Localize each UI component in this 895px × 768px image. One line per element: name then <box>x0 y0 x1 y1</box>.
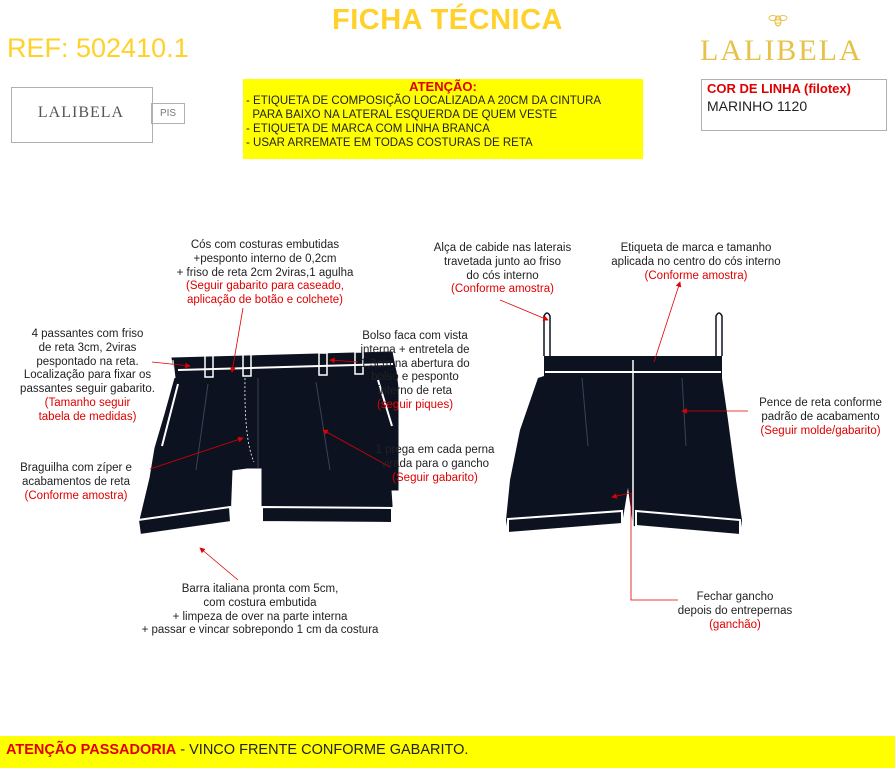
note-line: + friso de reta 2cm 2viras,1 agulha <box>176 266 354 279</box>
note-red-line: (Seguir gabarito) <box>392 471 478 484</box>
note-line: Bolso faca com vista <box>362 330 468 342</box>
note-line: depois do entrepernas <box>677 604 793 617</box>
note-line: Pence de reta conforme <box>759 397 882 409</box>
note-line: com costura embutida <box>203 596 317 609</box>
label-box-tag: PIS <box>151 103 185 124</box>
note-red-line: (Conforme amostra) <box>644 269 748 282</box>
note-line: Localização para fixar os <box>23 369 152 382</box>
attention-title: ATENÇÃO: <box>409 79 477 94</box>
note-red-line: tabela de medidas) <box>38 410 137 423</box>
note-line: virada para o gancho <box>380 457 490 470</box>
note-red-line: (Tamanho seguir <box>44 396 131 409</box>
note-waistband <box>150 239 380 308</box>
note-line: Braguilha com zíper e <box>20 462 132 474</box>
note-red-line: (Conforme amostra) <box>451 283 554 296</box>
note-line: Etiqueta de marca e tamanho <box>620 242 772 254</box>
note-hem <box>120 583 400 638</box>
footer-text: - VINCO FRENTE CONFORME GABARITO. <box>176 742 469 758</box>
note-red-line: (seguir piques) <box>376 398 454 411</box>
footer-note <box>6 742 468 758</box>
note-hanger-loop <box>415 242 590 297</box>
note-line: travetada junto ao friso <box>444 255 561 268</box>
note-line: Cós com costuras embutidas <box>190 239 340 251</box>
page-title: FICHA TÉCNICA <box>332 4 563 36</box>
note-line: Fechar gancho <box>696 591 774 603</box>
note-fly <box>6 462 146 503</box>
note-line: 4 passantes com friso <box>31 328 144 340</box>
note-line: Alça de cabide nas laterais <box>433 242 572 254</box>
note-pocket <box>345 330 485 413</box>
note-red-line: (Seguir molde/gabarito) <box>760 424 881 437</box>
back-shorts-drawing <box>506 313 742 535</box>
note-line: + limpeza de over na parte interna <box>172 610 348 623</box>
note-red-line: aplicação de botão e colchete) <box>187 294 343 307</box>
note-line: Barra italiana pronta com 5cm, <box>181 583 339 595</box>
attention-line: PARA BAIXO NA LATERAL ESQUERDA DE QUEM VESTE <box>246 109 558 121</box>
note-line: interno de reta <box>377 385 453 398</box>
note-line: passantes seguir gabarito. <box>20 383 155 396</box>
footer-label: ATENÇÃO PASSADORIA <box>6 742 177 758</box>
note-line: de reta 3cm, 2viras <box>38 341 137 354</box>
attention-line: - ETIQUETA DE COMPOSIÇÃO LOCALIZADA A 20CM DA CINTURA <box>246 95 602 107</box>
note-line: acabamentos de reta <box>21 475 131 488</box>
thread-color-title: COR DE LINHA (filotex) <box>707 81 851 96</box>
note-line: 1 prega em cada perna <box>375 444 495 456</box>
note-line: interna + entretela de <box>360 343 470 356</box>
label-box-brand: LALIBELA <box>37 104 125 121</box>
note-line: do cós interno <box>466 269 539 282</box>
note-pleat <box>365 444 505 485</box>
note-brand-label <box>596 242 796 283</box>
note-line: +pesponto interno de 0,2cm <box>193 252 337 265</box>
note-red-line: (Conforme amostra) <box>24 489 128 502</box>
reference-code: REF: 502410.1 <box>7 33 189 63</box>
attention-line: - ETIQUETA DE MARCA COM LINHA BRANCA <box>246 123 490 135</box>
attention-line: - USAR ARREMATE EM TODAS COSTURAS DE RETA <box>246 137 533 149</box>
note-line: + passar e vincar sobrepondo 1 cm da costura <box>141 624 379 637</box>
brand-logo: LALIBELA <box>700 34 863 67</box>
note-belt-loops <box>10 328 165 425</box>
note-line: padrão de acabamento <box>761 410 880 423</box>
note-red-line: (Seguir gabarito para caseado, <box>186 280 344 293</box>
note-red-line: (ganchão) <box>709 618 761 631</box>
thread-color-value: MARINHO 1120 <box>707 98 808 114</box>
note-line: bolso e pesponto <box>371 371 459 384</box>
note-line: 1,3cm na abertura do <box>360 357 470 370</box>
note-crotch <box>665 591 805 632</box>
note-line: aplicada no centro do cós interno <box>611 255 781 268</box>
note-dart <box>748 397 893 438</box>
note-line: pespontado na reta. <box>36 355 139 368</box>
